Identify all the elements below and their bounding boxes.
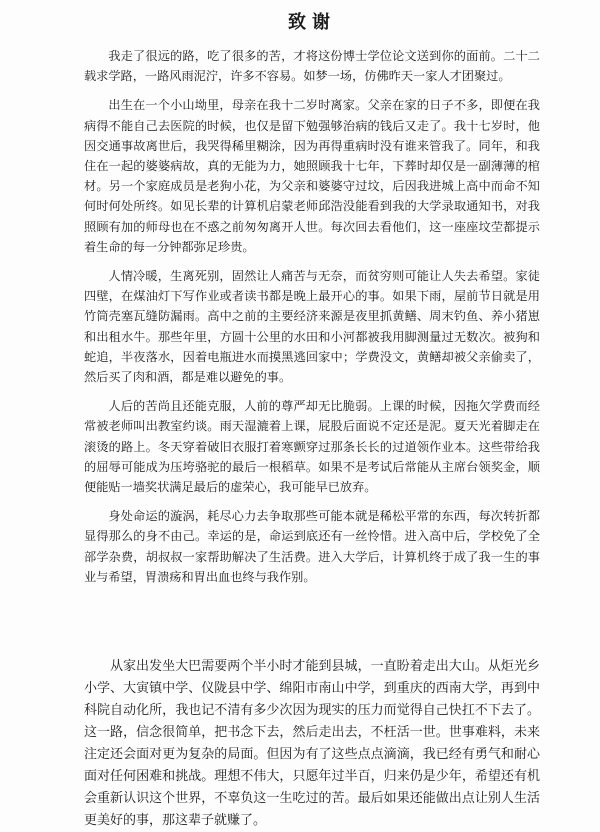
paragraph-2: 出生在一个小山坳里，母亲在我十二岁时离家。父亲在家的日子不多，即便在我病得不能自己去医院的时候，也仅是留下勉强够治病的钱后又走了。我十七岁时，他因交通事故离世后，我哭得稀里糊涂，因为再得重病时没有谁来管我了。同年，和我住在一起的婆婆病故，真的无能为力，她照顾我十七年，下葬时却仅是一副薄薄的棺材。另一个家庭成员是老狗小花，为父亲和婆婆守过坟，后因我进城上高中而命不知何时何处所终。如见长辈的计算机启蒙老师邱浩没能看到我的大学录取通知书，对我照顾有加的师母也在不惑之前匆匆离开人世。每次回去看他们，这一座座坟茔都提示着生命的每一分钟都弥足珍贵。 bbox=[84, 98, 540, 254]
paragraph-1: 我走了很远的路，吃了很多的苦，才将这份博士学位论文送到你的面前。二十二载求学路，一路风雨泥泞，许多不容易。如梦一场，仿佛昨天一家人才团聚过。 bbox=[84, 49, 540, 84]
paragraph-4: 人后的苦尚且还能克服，人前的尊严却无比脆弱。上课的时候，因拖欠学费而经常被老师叫出教室约谈。雨天湿漉着上课，屁股后面说不定还是泥。夏天光着脚走在滚烫的路上。冬天穿着破旧衣服打着寒颤穿过那条长长的过道领作业本。这些带给我的屈辱可能成为压垮骆驼的最后一根稻草。如果不是考试后常能从主席台领奖金，顺便能贴一墙奖状满足最后的虚荣心，我可能早已放弃。 bbox=[84, 399, 540, 495]
section-gap bbox=[84, 596, 540, 656]
paragraph-3: 人情冷暖，生离死别，固然让人痛苦与无奈，而贫穷则可能让人失去希望。家徒四壁，在煤油灯下写作业或者读书都是晚上最开心的事。如果下雨，屋前节日就是用竹筒壳塞瓦缝防漏雨。高中之前的主要经济来源是夜里抓黄鳝、周末钓鱼、养小猪崽和出租水牛。那些年里，方圆十公里的水田和小河都被我用脚测量过无数次。被狗和蛇追，半夜落水，因着电瓶进水而摸黑逃回家中；学费没文，黄鳝却被父亲偷卖了，然后买了肉和酒，都是难以避免的事。 bbox=[84, 269, 540, 385]
page-title: 致谢 bbox=[288, 12, 336, 33]
paragraph-6: 从家出发坐大巴需要两个半小时才能到县城，一直盼着走出大山。从炬光乡小学、大寅镇中学、仪陇县中学、绵阳市南山中学，到重庆的西南大学，再到中科院自动化所，我也记不清有多少次因为现实的压力而觉得自己快扛不下去了。这一路，信念很简单，把书念下去，然后走出去，不枉活一世。世事难料，未来注定还会面对更为复杂的局面。但因为有了这些点点滴滴，我已经有勇气和耐心面对任何困难和挑战。理想不伟大，只愿年过半百，归来仍是少年，希望还有机会重新认识这个世界，不辜负这一生吃过的苦。最后如果还能做出点让别人生活更美好的事，那这辈子就赚了。 bbox=[84, 659, 540, 829]
paragraph-5: 身处命运的漩涡，耗尽心力去争取那些可能本就是稀松平常的东西，每次转折都显得那么的身不由己。幸运的是，命运到底还有一丝怜惜。进入高中后，学校免了全部学杂费，胡叔叔一家帮助解决了生活费。进入大学后，计算机终于成了我一生的事业与希望，胃溃疡和胃出血也终与我作别。 bbox=[84, 509, 540, 584]
